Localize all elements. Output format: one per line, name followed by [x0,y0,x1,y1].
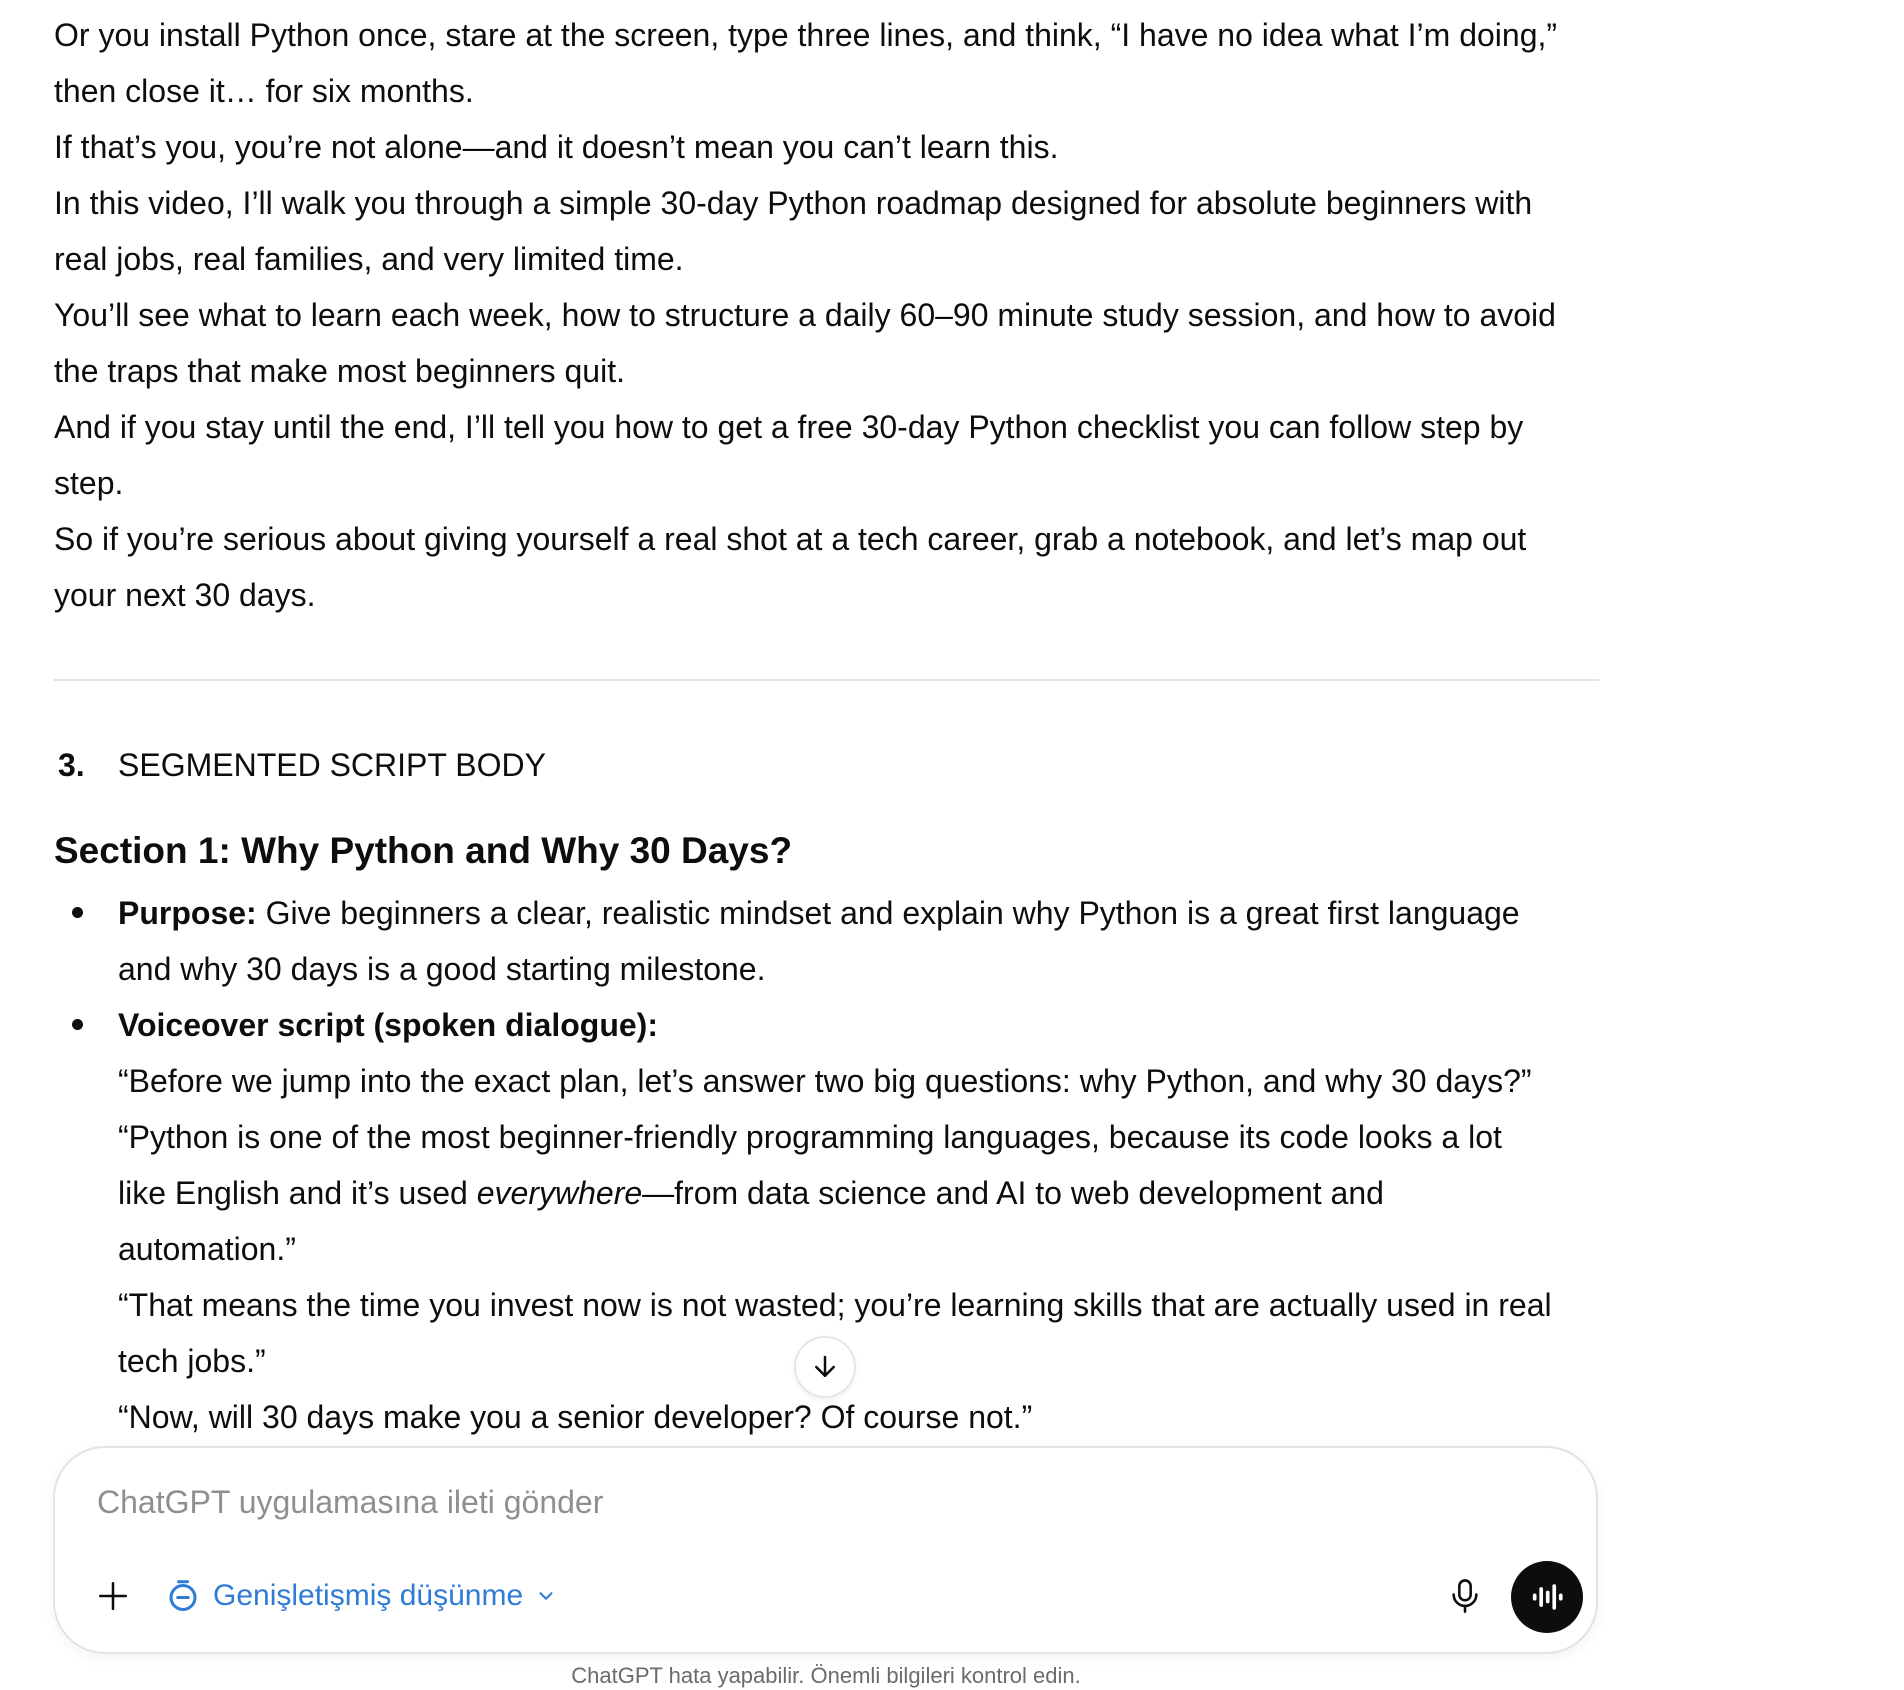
text-line: real jobs, real families, and very limited time. [54,241,684,277]
paragraph [54,287,1599,399]
numbered-heading-text: SEGMENTED SCRIPT BODY [118,747,546,783]
text-line: and why 30 days is a good starting milestone. [118,951,766,987]
text-line: And if you stay until the end, I’ll tell you how to get a free 30-day Python checklist you can follow step by [54,409,1524,445]
chat-message-content [54,0,1599,1445]
message-composer [53,1446,1598,1654]
voice-waveform-icon [1530,1582,1564,1612]
bullet-dot [72,907,83,918]
paragraph [54,119,1599,175]
voiceover-label: Voiceover script (spoken dialogue): [118,1007,658,1043]
purpose-label: Purpose: [118,895,257,931]
purpose-text: Give beginners a clear, realistic mindset and explain why Python is a great first language [256,895,1520,931]
intro-text [54,7,1599,623]
paragraph [54,511,1599,623]
text-line: If that’s you, you’re not alone—and it doesn’t mean you can’t learn this. [54,129,1059,165]
chevron-down-icon [535,1585,557,1607]
voiceover-line: “Before we jump into the exact plan, let’s answer two big questions: why Python, and why 30 days?” [118,1063,1532,1099]
voiceover-line: automation.” [118,1231,296,1267]
text-line: In this video, I’ll walk you through a simple 30-day Python roadmap designed for absolute beginners with [54,185,1533,221]
emphasis-text: everywhere [476,1175,643,1211]
text-line: You’ll see what to learn each week, how to structure a daily 60–90 minute study session, and how to avoid [54,297,1556,333]
scroll-to-bottom-button[interactable] [794,1336,856,1398]
numbered-heading [54,737,1599,793]
timer-icon [165,1578,201,1614]
plus-icon [96,1579,130,1613]
paragraph [54,7,1599,119]
paragraph [54,399,1599,511]
paragraph [54,175,1599,287]
list-item-purpose [54,885,1599,997]
text-line: the traps that make most beginners quit. [54,353,625,389]
section-title: Section 1: Why Python and Why 30 Days? [54,830,793,871]
extended-thinking-button[interactable] [165,1572,557,1620]
text-line [118,885,1599,941]
voice-mode-button[interactable] [1511,1561,1583,1633]
arrow-down-icon [810,1352,840,1382]
voiceover-line: “That means the time you invest now is not wasted; you’re learning skills that are actually used in real [118,1287,1552,1323]
text-line: So if you’re serious about giving yourself a real shot at a tech career, grab a notebook, and let’s map out [54,521,1527,557]
text-line: Or you install Python once, stare at the screen, type three lines, and think, “I have no idea what I’m doing,” [54,17,1558,53]
voiceover-text: like English and it’s used [118,1175,477,1211]
list-number: 3. [58,747,85,783]
bullet-dot [72,1019,83,1030]
extended-thinking-label: Genişletişmiş düşünme [213,1579,524,1612]
dictate-button[interactable] [1443,1574,1487,1618]
text-line: then close it… for six months. [54,73,474,109]
voiceover-line: “Python is one of the most beginner-friendly programming languages, because its code looks a lot [118,1119,1502,1155]
microphone-icon [1448,1577,1482,1615]
voiceover-text: —from data science and AI to web development and [642,1175,1384,1211]
horizontal-divider [54,679,1599,681]
disclaimer-text: ChatGPT hata yapabilir. Önemli bilgileri kontrol edin. [571,1663,1081,1688]
message-input[interactable]: ChatGPT uygulamasına ileti gönder [97,1484,604,1520]
add-attachment-button[interactable] [93,1576,133,1616]
voiceover-line [118,1165,1599,1221]
text-line: your next 30 days. [54,577,316,613]
voiceover-line: tech jobs.” [118,1343,266,1379]
text-line: step. [54,465,124,501]
voiceover-line: “Now, will 30 days make you a senior developer? Of course not.” [118,1399,1033,1435]
